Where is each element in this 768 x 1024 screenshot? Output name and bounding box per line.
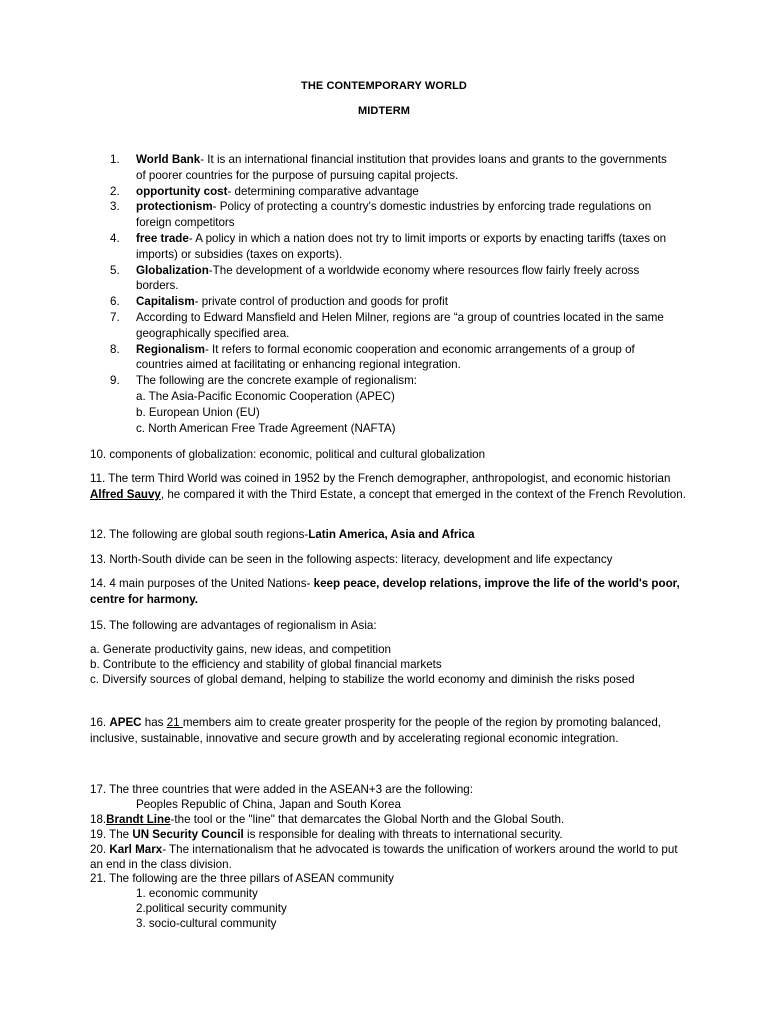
pillar-item: 1. economic community	[136, 887, 258, 901]
paragraph-18: 18.Brandt Line-the tool or the "line" that demarcates the Global North and the Global South.	[90, 812, 565, 826]
document-title: THE CONTEMPORARY WORLD	[301, 80, 467, 92]
paragraph-17-sub: Peoples Republic of China, Japan and South Korea	[136, 797, 401, 811]
term: opportunity cost	[136, 184, 228, 198]
paragraph-14: 14. 4 main purposes of the United Nations- keep peace, develop relations, improve the life of the world's poor, centre for harmony.	[90, 577, 680, 606]
list-item: 5. Globalization-The development of a worldwide economy where resources flow fairly freely across borders.	[110, 263, 640, 293]
term: Capitalism	[136, 295, 195, 309]
paragraph-13: 13. North-South divide can be seen in the following aspects: literacy, development and life expectancy	[90, 553, 613, 566]
paragraph-16: 16. APEC has 21 members aim to create greater prosperity for the people of the region by promoting balanced, inclusive, sustainable, innovative and secure growth and by accelerating regional economic integration.	[90, 716, 662, 745]
sub-item: c. North American Free Trade Agreement (NAFTA)	[136, 421, 396, 435]
paragraph-21: 21. The following are the three pillars of ASEAN community	[90, 872, 394, 886]
paragraph-12: 12. The following are global south regions-Latin America, Asia and Africa	[90, 528, 475, 541]
paragraph-15-list	[90, 642, 690, 687]
list-item: 3. protectionism- Policy of protecting a country's domestic industries by enforcing trade regulations on foreign competitors	[110, 200, 652, 230]
alfred-sauvy: Alfred Sauvy	[90, 487, 161, 501]
paragraph-19: 19. The UN Security Council is responsible for dealing with threats to international security.	[90, 827, 563, 841]
list-item: 4. free trade- A policy in which a nation does not try to limit imports or exports by enacting tariffs (taxes on imports) or subsidies (taxes on exports).	[110, 231, 667, 261]
paragraph-15: 15. The following are advantages of regionalism in Asia:	[90, 619, 377, 632]
paragraph-10: 10. components of globalization: economic, political and cultural globalization	[90, 448, 486, 461]
sub-item: c. Diversify sources of global demand, helping to stabilize the world economy and diminish the risks posed	[90, 673, 635, 686]
sub-item: b. European Union (EU)	[136, 405, 260, 419]
list-item: 1. World Bank- It is an international financial institution that provides loans and grants to the governments of poorer countries for the purpose of pursuing capital projects.	[110, 153, 667, 182]
list-item: 9. The following are the concrete example of regionalism: a. The Asia-Pacific Economic Cooperation (APEC) b. European Union (EU) c. North American Free Trade Agreement (NAFTA)	[110, 373, 670, 436]
sub-item: a. The Asia-Pacific Economic Cooperation (APEC)	[136, 389, 395, 403]
term: free trade	[136, 231, 189, 245]
document-subtitle: MIDTERM	[357, 105, 411, 117]
term: Regionalism	[136, 342, 205, 356]
pillar-item: 3. socio-cultural community	[136, 917, 277, 931]
paragraph-17-21	[90, 783, 690, 932]
term: Globalization	[136, 263, 209, 277]
list-item: 2. opportunity cost- determining comparative advantage	[110, 184, 419, 198]
paragraph-20: 20. Karl Marx- The internationalism that he advocated is towards the unification of workers around the world to put an end in the class division.	[90, 842, 678, 871]
sub-item: a. Generate productivity gains, new ideas, and competition	[90, 643, 391, 656]
term: World Bank	[136, 153, 201, 166]
numbered-list	[110, 152, 670, 436]
term: protectionism	[136, 200, 213, 214]
list-item: 7. According to Edward Mansfield and Helen Milner, regions are “a group of countries located in the same geographically specified area.	[110, 310, 664, 340]
paragraph-17: 17. The three countries that were added in the ASEAN+3 are the following:	[90, 783, 473, 796]
sub-item: b. Contribute to the efficiency and stability of global financial markets	[90, 658, 442, 671]
paragraph-11: 11. The term Third World was coined in 1952 by the French demographer, anthropologist, and economic historian Alfred Sauvy, he compared it with the Third Estate, a concept that emerged in the context of the French Revolution.	[90, 472, 686, 501]
list-item: 8. Regionalism- It refers to formal economic cooperation and economic arrangements of a group of countries aimed at facilitating or enhancing regional integration.	[110, 342, 635, 372]
list-item: 6. Capitalism- private control of production and goods for profit	[110, 295, 448, 309]
pillar-item: 2.political security community	[136, 902, 287, 916]
